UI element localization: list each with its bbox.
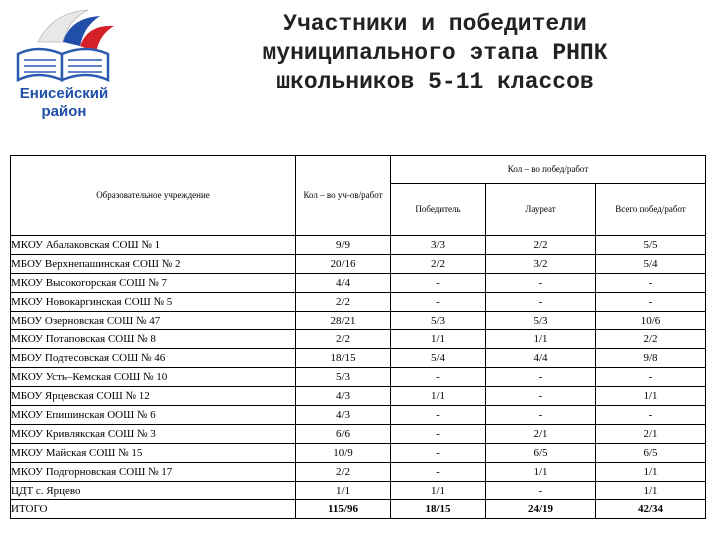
cell-laureate: 2/1 [486, 424, 596, 443]
cell-count: 2/2 [296, 330, 391, 349]
cell-total: 5/5 [596, 236, 706, 255]
cell-name: МКОУ Епишинская ООШ № 6 [11, 406, 296, 425]
title-line3: школьников 5-11 классов [276, 69, 594, 95]
cell-laureate: 6/5 [486, 443, 596, 462]
table-total-row [11, 500, 706, 519]
cell-laureate: - [486, 368, 596, 387]
header-count: Кол – во уч-ов/работ [296, 156, 391, 236]
cell-winner: 1/1 [391, 387, 486, 406]
cell-total: 42/34 [596, 500, 706, 519]
cell-count: 20/16 [296, 254, 391, 273]
cell-total: 6/5 [596, 443, 706, 462]
table-row [11, 387, 706, 406]
cell-winner: 2/2 [391, 254, 486, 273]
cell-winner: 3/3 [391, 236, 486, 255]
cell-winner: - [391, 292, 486, 311]
table-row [11, 254, 706, 273]
header-laureate: Лауреат [486, 184, 596, 236]
cell-name: МБОУ Подтесовская СОШ № 46 [11, 349, 296, 368]
cell-count: 2/2 [296, 462, 391, 481]
cell-count: 5/3 [296, 368, 391, 387]
table-row [11, 292, 706, 311]
cell-total: - [596, 292, 706, 311]
cell-winner: - [391, 443, 486, 462]
cell-laureate: - [486, 273, 596, 292]
cell-laureate: - [486, 406, 596, 425]
cell-name: МКОУ Абалаковская СОШ № 1 [11, 236, 296, 255]
table-row [11, 349, 706, 368]
cell-laureate: 5/3 [486, 311, 596, 330]
cell-name: МБОУ Озерновская СОШ № 47 [11, 311, 296, 330]
cell-total: 1/1 [596, 481, 706, 500]
cell-total: 9/8 [596, 349, 706, 368]
cell-name: МКОУ Новокаргинская СОШ № 5 [11, 292, 296, 311]
title-line1: Участники и победители [283, 11, 587, 37]
cell-laureate: 2/2 [486, 236, 596, 255]
cell-total: 2/2 [596, 330, 706, 349]
cell-total: 5/4 [596, 254, 706, 273]
cell-winner: - [391, 462, 486, 481]
results-table [10, 155, 706, 519]
table-row [11, 273, 706, 292]
cell-winner: - [391, 406, 486, 425]
cell-total: 1/1 [596, 387, 706, 406]
cell-name: МКОУ Кривлякская СОШ № 3 [11, 424, 296, 443]
table-row [11, 368, 706, 387]
cell-laureate: 4/4 [486, 349, 596, 368]
cell-name: МКОУ Высокогорская СОШ № 7 [11, 273, 296, 292]
cell-laureate: 1/1 [486, 330, 596, 349]
header-org: Образовательное учреждение [11, 156, 296, 236]
cell-winner: 1/1 [391, 330, 486, 349]
enisey-district-logo [8, 2, 120, 122]
cell-count: 1/1 [296, 481, 391, 500]
table-row [11, 236, 706, 255]
open-book-icon [18, 49, 108, 80]
cell-total: 2/1 [596, 424, 706, 443]
cell-count: 2/2 [296, 292, 391, 311]
cell-laureate: 24/19 [486, 500, 596, 519]
cell-count: 9/9 [296, 236, 391, 255]
cell-count: 10/9 [296, 443, 391, 462]
table-row [11, 311, 706, 330]
title-line2: муниципального этапа РНПК [262, 40, 608, 66]
table-row [11, 481, 706, 500]
cell-winner: 18/15 [391, 500, 486, 519]
cell-name: МКОУ Майская СОШ № 15 [11, 443, 296, 462]
table-row [11, 443, 706, 462]
cell-winner: 5/3 [391, 311, 486, 330]
cell-name: МКОУ Усть–Кемская СОШ № 10 [11, 368, 296, 387]
cell-laureate: - [486, 387, 596, 406]
cell-total: 10/6 [596, 311, 706, 330]
table-row [11, 462, 706, 481]
cell-count: 6/6 [296, 424, 391, 443]
cell-laureate: 1/1 [486, 462, 596, 481]
cell-count: 4/3 [296, 406, 391, 425]
cell-winner: 1/1 [391, 481, 486, 500]
cell-name: МБОУ Верхнепашинская СОШ № 2 [11, 254, 296, 273]
cell-laureate: - [486, 292, 596, 311]
cell-laureate: - [486, 481, 596, 500]
header-total: Всего побед/работ [596, 184, 706, 236]
cell-name: ЦДТ с. Ярцево [11, 481, 296, 500]
header-winner: Победитель [391, 184, 486, 236]
cell-winner: - [391, 368, 486, 387]
cell-name: МБОУ Ярцевская СОШ № 12 [11, 387, 296, 406]
header-group: Кол – во побед/работ [391, 156, 706, 184]
table-row [11, 330, 706, 349]
cell-total: 1/1 [596, 462, 706, 481]
cell-name: ИТОГО [11, 500, 296, 519]
logo-line1: Енисейский [19, 85, 109, 102]
cell-total: - [596, 406, 706, 425]
cell-total: - [596, 368, 706, 387]
cell-winner: 5/4 [391, 349, 486, 368]
logo-line2: район [41, 103, 87, 120]
table-row [11, 406, 706, 425]
cell-count: 4/4 [296, 273, 391, 292]
cell-winner: - [391, 424, 486, 443]
cell-name: МКОУ Потаповская СОШ № 8 [11, 330, 296, 349]
cell-name: МКОУ Подгорновская СОШ № 17 [11, 462, 296, 481]
cell-total: - [596, 273, 706, 292]
cell-laureate: 3/2 [486, 254, 596, 273]
cell-count: 28/21 [296, 311, 391, 330]
cell-winner: - [391, 273, 486, 292]
page-title [150, 10, 720, 97]
cell-count: 4/3 [296, 387, 391, 406]
cell-count: 115/96 [296, 500, 391, 519]
cell-count: 18/15 [296, 349, 391, 368]
table-row [11, 424, 706, 443]
